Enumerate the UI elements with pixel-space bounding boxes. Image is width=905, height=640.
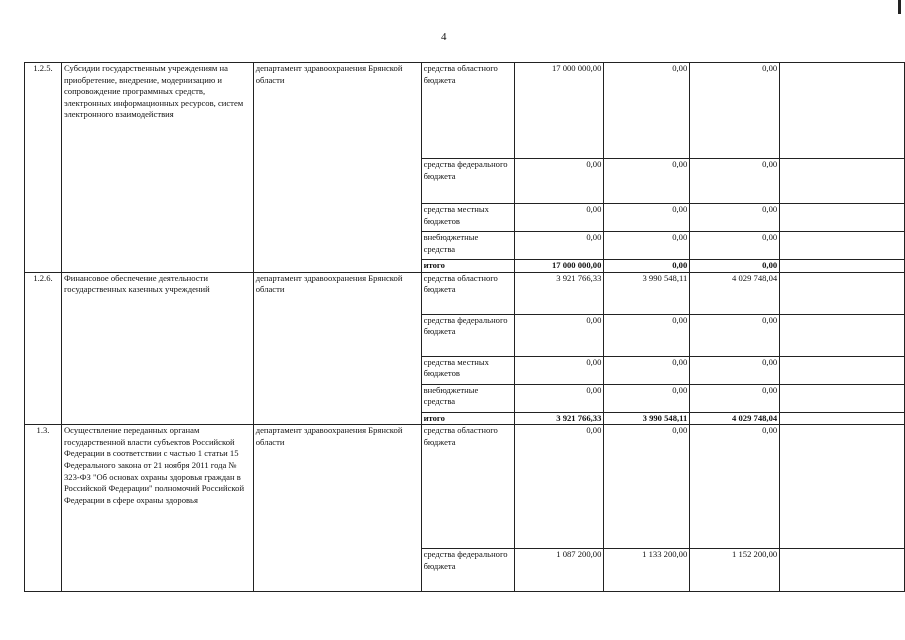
total-year2: 0,00 [604,260,690,273]
source-label: внебюджетные средства [421,384,514,412]
item-name: Осуществление переданных органам государственной власти субъектов Российской Федерации в соответствии с частью 1 статьи 15 Федерального закона от 21 ноября 2011 года № 323-ФЗ "Об основах охраны здоровья граждан в Российской Федерации" полномочий Российской Федерации в сфере охраны здоровья [61,425,253,592]
value-year3: 0,00 [690,159,780,204]
value-year1: 1 087 200,00 [514,549,604,592]
empty-cell [780,232,905,260]
empty-cell [780,159,905,204]
item-number: 1.2.6. [25,272,62,425]
value-year3: 0,00 [690,425,780,549]
value-year1: 0,00 [514,356,604,384]
value-year3: 4 029 748,04 [690,272,780,314]
source-label: средства областного бюджета [421,272,514,314]
table-row [25,425,905,549]
budget-table [24,62,905,592]
value-year2: 0,00 [604,356,690,384]
value-year1: 0,00 [514,425,604,549]
value-year2: 3 990 548,11 [604,272,690,314]
value-year2: 0,00 [604,204,690,232]
source-label: средства федерального бюджета [421,314,514,356]
empty-cell [780,272,905,314]
source-label: средства местных бюджетов [421,204,514,232]
source-label: внебюджетные средства [421,232,514,260]
total-label: итого [421,260,514,273]
total-label: итого [421,412,514,425]
value-year3: 0,00 [690,384,780,412]
value-year3: 0,00 [690,63,780,159]
value-year1: 0,00 [514,232,604,260]
empty-cell [780,384,905,412]
empty-cell [780,260,905,273]
empty-cell [780,425,905,549]
empty-cell [780,204,905,232]
item-number: 1.3. [25,425,62,592]
item-executor: департамент здравоохранения Брянской области [253,63,421,273]
value-year1: 17 000 000,00 [514,63,604,159]
total-year1: 17 000 000,00 [514,260,604,273]
value-year2: 0,00 [604,159,690,204]
item-number: 1.2.5. [25,63,62,273]
item-name: Финансовое обеспечение деятельности государственных казенных учреждений [61,272,253,425]
total-year3: 0,00 [690,260,780,273]
empty-cell [780,549,905,592]
page-number: 4 [441,31,447,43]
value-year2: 0,00 [604,63,690,159]
value-year1: 0,00 [514,384,604,412]
value-year3: 0,00 [690,204,780,232]
value-year1: 0,00 [514,204,604,232]
value-year2: 0,00 [604,314,690,356]
table-row [25,63,905,159]
value-year2: 0,00 [604,384,690,412]
source-label: средства федерального бюджета [421,549,514,592]
value-year1: 0,00 [514,159,604,204]
source-label: средства областного бюджета [421,425,514,549]
empty-cell [780,412,905,425]
source-label: средства местных бюджетов [421,356,514,384]
item-executor: департамент здравоохранения Брянской области [253,272,421,425]
table-row [25,272,905,314]
value-year2: 0,00 [604,425,690,549]
value-year3: 0,00 [690,356,780,384]
empty-cell [780,356,905,384]
total-year1: 3 921 766,33 [514,412,604,425]
source-label: средства федерального бюджета [421,159,514,204]
scan-edge-mark [898,0,901,14]
value-year3: 0,00 [690,314,780,356]
value-year3: 1 152 200,00 [690,549,780,592]
item-executor: департамент здравоохранения Брянской области [253,425,421,592]
source-label: средства областного бюджета [421,63,514,159]
item-name: Субсидии государственным учреждениям на приобретение, внедрение, модернизацию и сопровождение программных средств, электронных информационных ресурсов, систем электронного взаимодействия [61,63,253,273]
value-year1: 0,00 [514,314,604,356]
value-year2: 1 133 200,00 [604,549,690,592]
value-year3: 0,00 [690,232,780,260]
total-year3: 4 029 748,04 [690,412,780,425]
value-year1: 3 921 766,33 [514,272,604,314]
empty-cell [780,314,905,356]
value-year2: 0,00 [604,232,690,260]
total-year2: 3 990 548,11 [604,412,690,425]
empty-cell [780,63,905,159]
